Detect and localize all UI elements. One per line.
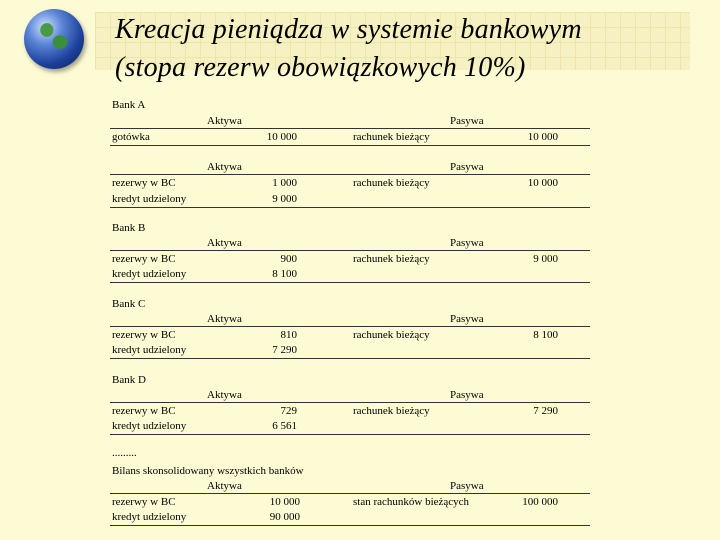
bank-a-t2-row1-asset-label: rezerwy w BC: [112, 177, 176, 189]
bank-c-heading: Bank C: [112, 298, 146, 310]
consolidated-aktywa-header: Aktywa: [207, 480, 242, 492]
bank-c-row2-asset-value: 7 290: [272, 344, 297, 356]
bank-a-t2-row2-asset-value: 9 000: [272, 193, 297, 205]
consolidated-row1-liability-label: stan rachunków bieżących: [353, 496, 470, 508]
bank-a-t1-row1-liability-label: rachunek bieżący: [353, 131, 430, 143]
bank-a-t2-row1-liability-value: 10 000: [527, 177, 558, 189]
bank-c-row1-liability-label: rachunek bieżący: [353, 329, 430, 341]
ellipsis-marker: .........: [112, 447, 137, 459]
bank-c-aktywa-header: Aktywa: [207, 313, 242, 325]
consolidated-row1-asset-label: rezerwy w BC: [112, 496, 176, 508]
bank-b-heading: Bank B: [112, 222, 146, 234]
page-title-line-1: Kreacja pieniądza w systemie bankowym: [115, 14, 582, 45]
consolidated-pasywa-header: Pasywa: [450, 480, 484, 492]
bank-a-t1-bottom-rule: [110, 145, 590, 146]
bank-b-rule: [110, 250, 590, 251]
bank-a-t2-row1-liability-label: rachunek bieżący: [353, 177, 430, 189]
bank-c-pasywa-header: Pasywa: [450, 313, 484, 325]
bank-c-bottom-rule: [110, 358, 590, 359]
bank-a-heading: Bank A: [112, 99, 146, 111]
bank-c-row1-liability-value: 8 100: [533, 329, 558, 341]
globe-icon: [24, 9, 84, 69]
bank-a-t2-row1-asset-value: 1 000: [272, 177, 297, 189]
consolidated-row1-liability-value: 100 000: [522, 496, 558, 508]
bank-d-aktywa-header: Aktywa: [207, 389, 242, 401]
bank-a-t2-bottom-rule: [110, 207, 590, 208]
bank-d-row1-liability-label: rachunek bieżący: [353, 405, 430, 417]
bank-d-bottom-rule: [110, 434, 590, 435]
bank-b-pasywa-header: Pasywa: [450, 237, 484, 249]
bank-a-t1-aktywa-header: Aktywa: [207, 115, 242, 127]
bank-a-t2-rule: [110, 174, 590, 175]
bank-a-t2-row2-asset-label: kredyt udzielony: [112, 193, 187, 205]
bank-b-aktywa-header: Aktywa: [207, 237, 242, 249]
bank-c-row1-asset-label: rezerwy w BC: [112, 329, 176, 341]
bank-a-t1-rule: [110, 128, 590, 129]
bank-b-row2-asset-value: 8 100: [272, 268, 297, 280]
bank-d-row2-asset-label: kredyt udzielony: [112, 420, 187, 432]
bank-c-rule: [110, 326, 590, 327]
consolidated-row2-asset-label: kredyt udzielony: [112, 511, 187, 523]
bank-d-row2-asset-value: 6 561: [272, 420, 297, 432]
bank-c-row2-asset-label: kredyt udzielony: [112, 344, 187, 356]
page-title-line-2: (stopa rezerw obowiązkowych 10%): [115, 52, 526, 83]
bank-d-row1-liability-value: 7 290: [533, 405, 558, 417]
bank-b-row2-asset-label: kredyt udzielony: [112, 268, 187, 280]
bank-d-rule: [110, 402, 590, 403]
bank-a-t1-row1-liability-value: 10 000: [527, 131, 558, 143]
bank-a-t2-pasywa-header: Pasywa: [450, 161, 484, 173]
page-title: [115, 11, 582, 87]
consolidated-heading: Bilans skonsolidowany wszystkich banków: [112, 465, 304, 477]
bank-d-heading: Bank D: [112, 374, 146, 386]
bank-b-row1-asset-value: 900: [280, 253, 297, 265]
consolidated-row2-asset-value: 90 000: [269, 511, 300, 523]
bank-d-row1-asset-value: 729: [280, 405, 297, 417]
bank-a-t2-aktywa-header: Aktywa: [207, 161, 242, 173]
consolidated-bottom-rule: [110, 525, 590, 526]
bank-c-row1-asset-value: 810: [280, 329, 297, 341]
bank-d-pasywa-header: Pasywa: [450, 389, 484, 401]
bank-a-t1-row1-asset-value: 10 000: [266, 131, 297, 143]
bank-d-row1-asset-label: rezerwy w BC: [112, 405, 176, 417]
bank-b-row1-liability-value: 9 000: [533, 253, 558, 265]
consolidated-rule: [110, 493, 590, 494]
bank-b-row1-asset-label: rezerwy w BC: [112, 253, 176, 265]
bank-a-t1-row1-asset-label: gotówka: [112, 131, 150, 143]
bank-b-row1-liability-label: rachunek bieżący: [353, 253, 430, 265]
consolidated-row1-asset-value: 10 000: [269, 496, 300, 508]
bank-a-t1-pasywa-header: Pasywa: [450, 115, 484, 127]
bank-b-bottom-rule: [110, 282, 590, 283]
